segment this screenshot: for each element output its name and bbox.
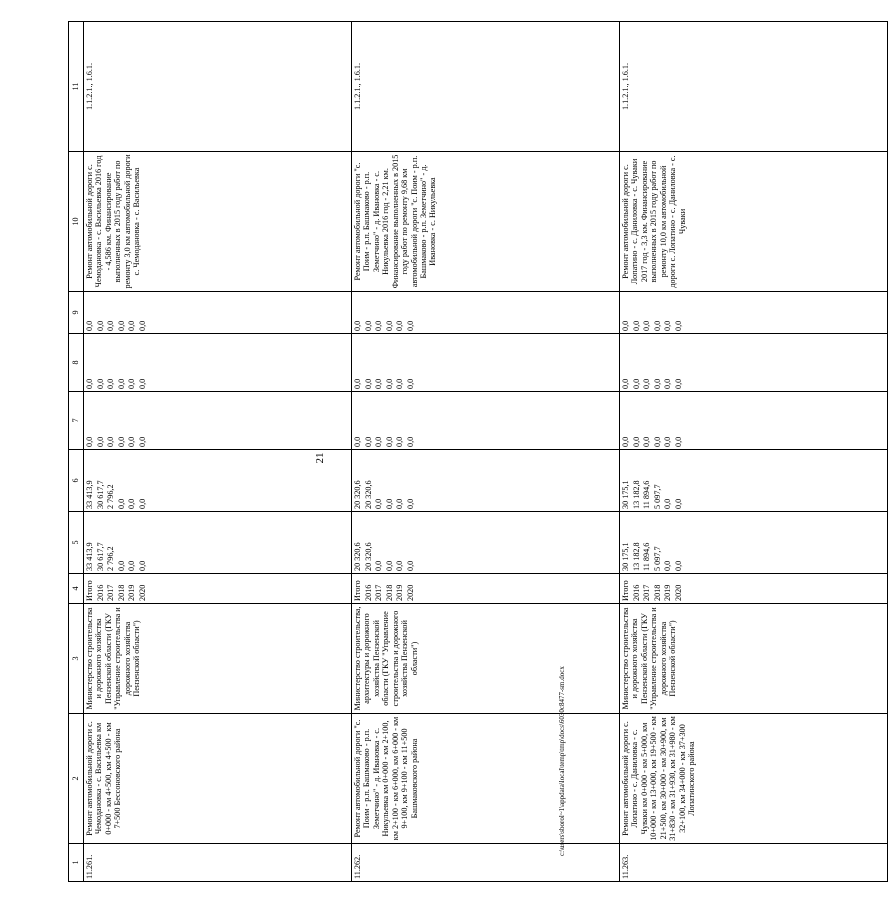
c7-value: 0,0 <box>363 436 373 447</box>
table-row <box>352 22 620 882</box>
cell-c7 <box>352 392 620 450</box>
c6-value: 13 182,8 <box>631 480 641 509</box>
c7-value: 0,0 <box>673 436 683 447</box>
c8-value: 0,0 <box>137 378 147 389</box>
c6-value: 0,0 <box>395 498 404 509</box>
cell-c8 <box>352 334 620 392</box>
c6-value: 30 617,7 <box>95 480 105 509</box>
cell-id: 11.263. <box>620 844 888 882</box>
header-cell: 5 <box>69 512 84 574</box>
header-cell: 9 <box>69 292 84 334</box>
header-row <box>69 22 84 882</box>
c6-value: 0,0 <box>137 498 147 509</box>
footer-file-path: c:\users\sborol~1\appdata\local\temp\tmp\docs\6030c8477-sm.docx <box>558 666 566 856</box>
c5-value: 11 894,6 <box>642 542 651 571</box>
c8-value: 0,0 <box>384 378 394 389</box>
years-value: 2017 <box>106 584 115 601</box>
years-value: 2016 <box>95 584 105 601</box>
c9-value: 0,0 <box>353 320 362 331</box>
c8-value: 0,0 <box>663 378 672 389</box>
c6-value: 11 894,6 <box>642 480 651 509</box>
cell-links: 1.1.2.1., 1.6.1. <box>84 22 352 152</box>
cell-c5 <box>620 512 888 574</box>
c5-value: 0,0 <box>405 560 415 571</box>
cell-c7 <box>620 392 888 450</box>
c9-value: 0,0 <box>374 320 383 331</box>
c7-value: 0,0 <box>353 436 362 447</box>
c5-value: 0,0 <box>673 560 683 571</box>
header-cell: 8 <box>69 334 84 392</box>
c8-value: 0,0 <box>631 378 641 389</box>
years-value: 2020 <box>405 584 415 601</box>
c9-value: 0,0 <box>363 320 373 331</box>
c5-value: 20 320,6 <box>363 542 373 571</box>
c6-value: 20 320,6 <box>363 480 373 509</box>
c5-value: 30 617,7 <box>95 542 105 571</box>
c7-value: 0,0 <box>621 436 630 447</box>
cell-id: 11.261. <box>84 844 352 882</box>
c8-value: 0,0 <box>95 378 105 389</box>
header-cell: 1 <box>69 844 84 882</box>
c8-value: 0,0 <box>374 378 383 389</box>
cell-c8 <box>620 334 888 392</box>
c5-value: 0,0 <box>663 560 672 571</box>
header-cell: 7 <box>69 392 84 450</box>
cell-name: Ремонт автомобильной дороги с. Лопатино - с. Даниловка - с. Чуваки км 0+000 - км 5+000, км 10+000 - км 13+000, км 19+500 - км 21+500, км 30+000 - км 30+900, км 31+830 - км 31+930, км 31+980 - км 32+100, км 34+000 - км 37+300 Лопатинского района <box>620 714 888 844</box>
c9-value: 0,0 <box>384 320 394 331</box>
cell-c9 <box>620 292 888 334</box>
cell-c5 <box>84 512 352 574</box>
header-cell: 6 <box>69 450 84 512</box>
c7-value: 0,0 <box>127 436 136 447</box>
c7-value: 0,0 <box>137 436 147 447</box>
years-value: 2018 <box>384 584 394 601</box>
c6-value: 0,0 <box>663 498 672 509</box>
c6-value: 0,0 <box>384 498 394 509</box>
c9-value: 0,0 <box>621 320 630 331</box>
c8-value: 0,0 <box>621 378 630 389</box>
c8-value: 0,0 <box>395 378 404 389</box>
c9-value: 0,0 <box>631 320 641 331</box>
c9-value: 0,0 <box>652 320 662 331</box>
years-value: 2019 <box>395 584 404 601</box>
years-value: 2016 <box>631 584 641 601</box>
c6-value: 30 175,1 <box>621 480 630 509</box>
c6-value: 0,0 <box>127 498 136 509</box>
c9-value: 0,0 <box>395 320 404 331</box>
cell-links: 1.1.2.1., 1.6.1. <box>620 22 888 152</box>
c7-value: 0,0 <box>116 436 126 447</box>
cell-id: 11.262. <box>352 844 620 882</box>
c8-value: 0,0 <box>652 378 662 389</box>
c5-value: 33 413,9 <box>85 542 94 571</box>
cell-years <box>620 574 888 604</box>
cell-exec: Министерство строительства и дорожного хозяйства Пензенской области (ГКУ "Управление строительства и дорожного хозяйства Пензенской области") <box>620 604 888 714</box>
c8-value: 0,0 <box>405 378 415 389</box>
cell-c7 <box>84 392 352 450</box>
c5-value: 0,0 <box>137 560 147 571</box>
cell-links: 1.1.2.1., 1.6.1. <box>352 22 620 152</box>
table-row <box>84 22 352 882</box>
c7-value: 0,0 <box>652 436 662 447</box>
c8-value: 0,0 <box>642 378 651 389</box>
c6-value: 0,0 <box>116 498 126 509</box>
cell-c5 <box>352 512 620 574</box>
c9-value: 0,0 <box>95 320 105 331</box>
c5-value: 0,0 <box>116 560 126 571</box>
rotated-table-container <box>68 22 696 882</box>
program-table <box>68 21 888 882</box>
years-value: 2016 <box>363 584 373 601</box>
cell-c8 <box>84 334 352 392</box>
c5-value: 13 182,8 <box>631 542 641 571</box>
c9-value: 0,0 <box>85 320 94 331</box>
header-cell: 4 <box>69 574 84 604</box>
years-value: 2017 <box>374 584 383 601</box>
c5-value: 30 175,1 <box>621 542 630 571</box>
years-value: 2018 <box>652 584 662 601</box>
c9-value: 0,0 <box>405 320 415 331</box>
c7-value: 0,0 <box>384 436 394 447</box>
c7-value: 0,0 <box>663 436 672 447</box>
header-cell: 10 <box>69 152 84 292</box>
c8-value: 0,0 <box>85 378 94 389</box>
c5-value: 0,0 <box>374 560 383 571</box>
cell-years <box>84 574 352 604</box>
c8-value: 0,0 <box>353 378 362 389</box>
c8-value: 0,0 <box>116 378 126 389</box>
c6-value: 20 320,6 <box>353 480 362 509</box>
c5-value: 5 097,7 <box>652 546 662 571</box>
c6-value: 5 097,7 <box>652 484 662 509</box>
cell-result: Ремонт автомобильной дороги с. Лопатино - с. Даниловка - с. Чуваки 2017 год - 3,3 км. Финансирование выполненных в 2015 году работ по ремонту 10,0 км автомобильной дороги с. Лопатино - с. Даниловка - с. Чуваки <box>620 152 888 292</box>
years-value: 2020 <box>673 584 683 601</box>
c8-value: 0,0 <box>363 378 373 389</box>
header-cell: 2 <box>69 714 84 844</box>
years-value: Итого <box>353 580 362 601</box>
c5-value: 20 320,6 <box>353 542 362 571</box>
c6-value: 0,0 <box>673 498 683 509</box>
c7-value: 0,0 <box>374 436 383 447</box>
c7-value: 0,0 <box>631 436 641 447</box>
c9-value: 0,0 <box>127 320 136 331</box>
cell-c9 <box>84 292 352 334</box>
years-value: Итого <box>85 580 94 601</box>
cell-exec: Министерство строительства, архитектуры и дорожного хозяйства Пензенской области (ГКУ "Управление строительства и дорожного хозяйства Пензенской области") <box>352 604 620 714</box>
c7-value: 0,0 <box>106 436 115 447</box>
years-value: 2019 <box>127 584 136 601</box>
c6-value: 33 413,9 <box>85 480 94 509</box>
cell-result: Ремонт автомобильной дороги с. Чемодановка - с. Васильевка 2016 год - 4,586 км. Финансирование выполненных в 2015 году работ по ремонту 3,0 км автомобильной дороги с. Чемодановка - с. Васильевка <box>84 152 352 292</box>
c5-value: 0,0 <box>395 560 404 571</box>
cell-name: Ремонт автомобильной дороги с. Чемодановка - с. Васильевка км 0+000 - км 4+500, км 4+500 - км 7+500 Бессоновского района <box>84 714 352 844</box>
c8-value: 0,0 <box>673 378 683 389</box>
c9-value: 0,0 <box>116 320 126 331</box>
c9-value: 0,0 <box>673 320 683 331</box>
cell-exec: Министерство строительства и дорожного хозяйства Пензенской области (ГКУ "Управление строительства и дорожного хозяйства Пензенской области") <box>84 604 352 714</box>
cell-result: Ремонт автомобильной дороги "с. Поим - р.п. Башмаково - р.п. Земетчино" - д. Ивановка - с. Никульевка 2016 год - 2,21 км. Финансирование выполненных в 2015 году работ по ремонту 9,68 км автомобильной дороги "с. Поим - р.п. Башмаково - р.п. Земетчино" - д. Ивановка - с. Никульевка <box>352 152 620 292</box>
c9-value: 0,0 <box>663 320 672 331</box>
c7-value: 0,0 <box>642 436 651 447</box>
cell-name: Ремонт автомобильной дороги "с. Поим - р.п. Башмаково - р.п. Земетчино" - д. Ивановка - с. Никульевка км 0+000 - км 2+100, км 2+100 - км 6+000, км 6+000 - км 9+100, км 9+100 - км 11+500 Башмаковского района <box>352 714 620 844</box>
c5-value: 0,0 <box>384 560 394 571</box>
header-cell: 11 <box>69 22 84 152</box>
cell-c6 <box>620 450 888 512</box>
c7-value: 0,0 <box>395 436 404 447</box>
c9-value: 0,0 <box>137 320 147 331</box>
c5-value: 0,0 <box>127 560 136 571</box>
page-number: 21 <box>314 452 326 464</box>
c6-value: 0,0 <box>405 498 415 509</box>
c7-value: 0,0 <box>85 436 94 447</box>
c8-value: 0,0 <box>127 378 136 389</box>
cell-c9 <box>352 292 620 334</box>
c7-value: 0,0 <box>405 436 415 447</box>
years-value: 2019 <box>663 584 672 601</box>
c9-value: 0,0 <box>106 320 115 331</box>
c8-value: 0,0 <box>106 378 115 389</box>
cell-c6 <box>352 450 620 512</box>
c6-value: 2 796,2 <box>106 484 115 509</box>
c5-value: 2 796,2 <box>106 546 115 571</box>
table-row <box>620 22 888 882</box>
years-value: 2020 <box>137 584 147 601</box>
c6-value: 0,0 <box>374 498 383 509</box>
c7-value: 0,0 <box>95 436 105 447</box>
years-value: Итого <box>621 580 630 601</box>
years-value: 2018 <box>116 584 126 601</box>
header-cell: 3 <box>69 604 84 714</box>
years-value: 2017 <box>642 584 651 601</box>
cell-c6 <box>84 450 352 512</box>
c9-value: 0,0 <box>642 320 651 331</box>
cell-years <box>352 574 620 604</box>
